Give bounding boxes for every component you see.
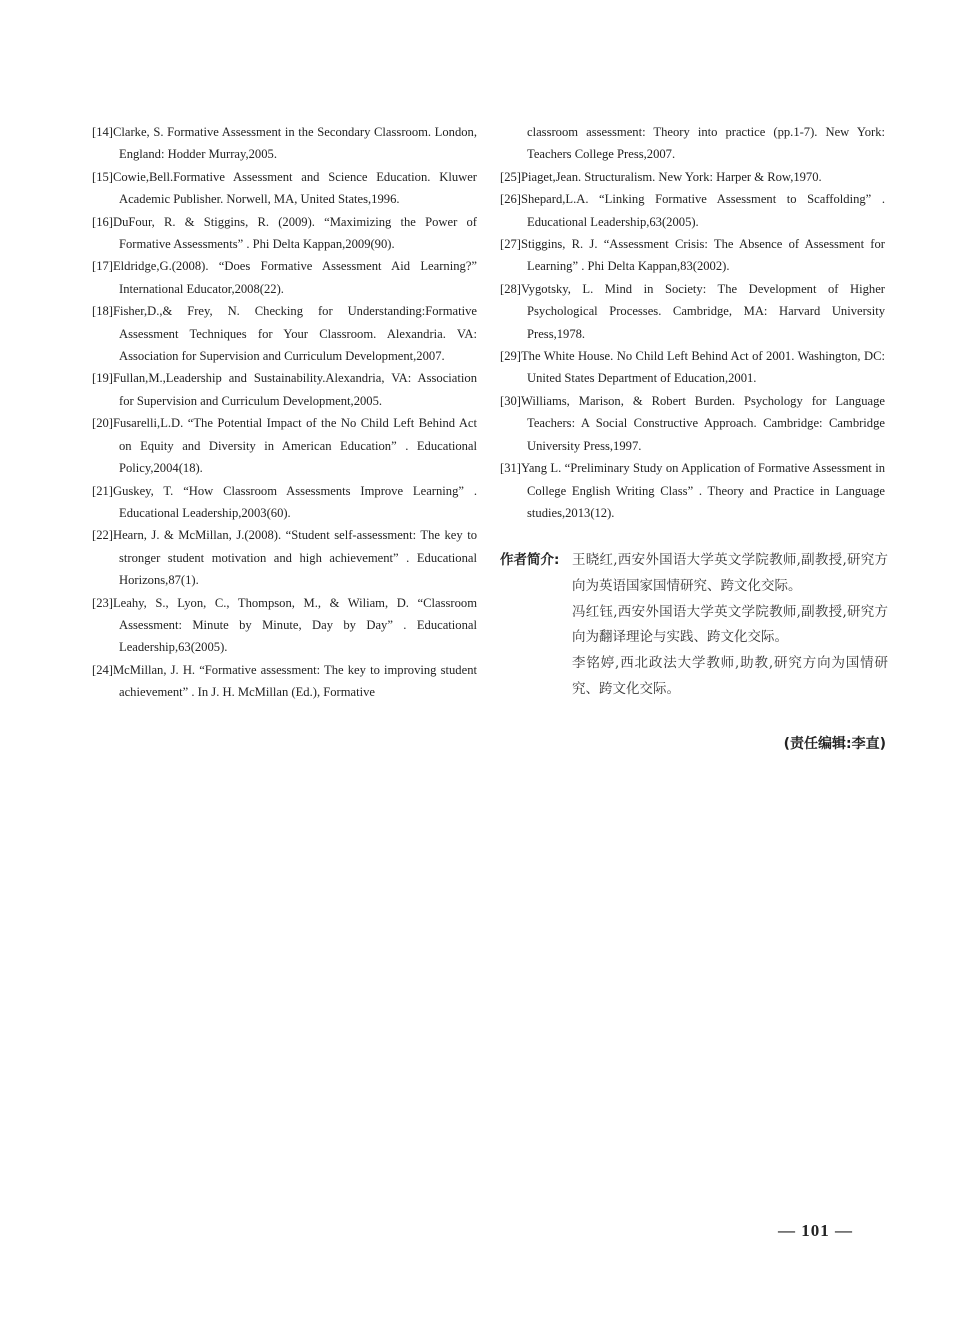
- reference-15: [15]Cowie,Bell.Formative Assessment and Science Education. Kluwer Academic Publisher. Norwell, MA, United States,1996.: [92, 169, 477, 207]
- author-entry: 李铭婷,西北政法大学教师,助教,研究方向为国情研究、跨文化交际。: [572, 655, 888, 697]
- reference-17: [17]Eldridge,G.(2008). “Does Formative Assessment Aid Learning?” International Educator,2008(22).: [92, 259, 477, 296]
- reference-16: [16]DuFour, R. & Stiggins, R. (2009). “Maximizing the Power of Formative Assessments” . Phi Delta Kappan,2009(90).: [92, 214, 477, 252]
- reference-25: [25]Piaget,Jean. Structuralism. New York: Harper & Row,1970.: [500, 169, 822, 184]
- reference-19: [19]Fullan,M.,Leadership and Sustainability.Alexandria, VA: Association for Supervision and Curriculum Development,2005.: [92, 371, 477, 408]
- reference-26: [26]Shepard,L.A. “Linking Formative Assessment to Scaffolding” . Educational Leadership,63(2005).: [500, 192, 885, 229]
- reference-23: [23]Leahy, S., Lyon, C., Thompson, M., & Wiliam, D. “Classroom Assessment: Minute by Minute, Day by Day” . Educational Leadership,63(2005).: [92, 595, 477, 655]
- author-entry: 王晓红,西安外国语大学英文学院教师,副教授,研究方向为英语国家国情研究、跨文化交际。: [572, 552, 888, 594]
- reference-24-continuation: classroom assessment: Theory into practice (pp.1-7). New York: Teachers College Press,2007.: [527, 125, 885, 162]
- reference-30: [30]Williams, Marison, & Robert Burden. Psychology for Language Teachers: A Social Constructive Approach. Cambridge: Cambridge University Press,1997.: [500, 393, 885, 453]
- reference-18: [18]Fisher,D.,& Frey, N. Checking for Understanding:Formative Assessment Techniques for Your Classroom. Alexandria. VA: Association for Supervision and Curriculum Development,2007.: [92, 304, 477, 364]
- reference-21: [21]Guskey, T. “How Classroom Assessments Improve Learning” . Educational Leadership,2003(60).: [92, 483, 477, 520]
- reference-20: [20]Fusarelli,L.D. “The Potential Impact of the No Child Left Behind Act on Equity and Diversity in American Education” . Educational Policy,2004(18).: [92, 416, 477, 476]
- references-left-column: [92, 121, 477, 704]
- reference-14: [14]Clarke, S. Formative Assessment in the Secondary Classroom. London, England: Hodder Murray,2005.: [92, 125, 477, 162]
- reference-28: [28]Vygotsky, L. Mind in Society: The Development of Higher Psychological Processes. Cambridge, MA: Harvard University Press,1978.: [500, 281, 885, 341]
- reference-24: [24]McMillan, J. H. “Formative assessment: The key to improving student achievement” . In J. H. McMillan (Ed.), Formative: [92, 662, 477, 700]
- reference-31: [31]Yang L. “Preliminary Study on Application of Formative Assessment in College English Writing Class” . Theory and Practice in Language studies,2013(12).: [500, 461, 885, 520]
- author-bio-label: 作者简介:: [500, 552, 560, 568]
- references-right-column: [500, 121, 885, 524]
- page-number: — 101 —: [778, 1221, 853, 1240]
- author-bio: [500, 548, 888, 703]
- responsible-editor: (责任编辑:李直): [783, 736, 886, 752]
- author-entry: 冯红钰,西安外国语大学英文学院教师,副教授,研究方向为翻译理论与实践、跨文化交际。: [572, 603, 888, 646]
- reference-27: [27]Stiggins, R. J. “Assessment Crisis: The Absence of Assessment for Learning” . Phi Delta Kappan,83(2002).: [500, 237, 885, 274]
- reference-22: [22]Hearn, J. & McMillan, J.(2008). “Student self-assessment: The key to stronger student motivation and high achievement” . Educational Horizons,87(1).: [92, 528, 477, 588]
- reference-29: [29]The White House. No Child Left Behind Act of 2001. Washington, DC: United States Department of Education,2001.: [500, 349, 885, 386]
